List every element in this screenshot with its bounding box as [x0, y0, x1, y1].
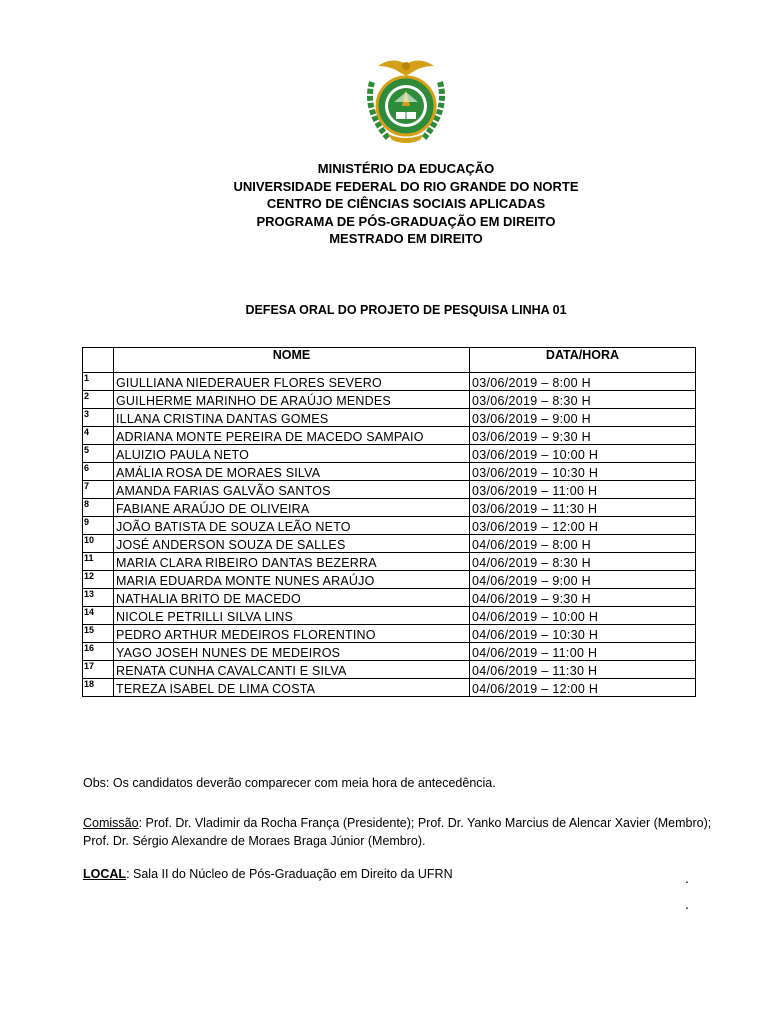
header-name: NOME [114, 348, 470, 373]
table-row [83, 409, 696, 427]
row-name: JOÃO BATISTA DE SOUZA LEÃO NETO [114, 517, 470, 535]
table-row [83, 373, 696, 391]
row-datetime: 03/06/2019 – 12:00 H [470, 517, 696, 535]
table-body [83, 373, 696, 697]
table-row [83, 607, 696, 625]
row-name: NATHALIA BRITO DE MACEDO [114, 589, 470, 607]
row-number: 3 [83, 409, 114, 427]
table-row [83, 589, 696, 607]
committee-paragraph [83, 815, 723, 850]
row-datetime: 04/06/2019 – 9:00 H [470, 571, 696, 589]
header-line-degree: MESTRADO EM DIREITO [329, 231, 483, 246]
header-line-program: PROGRAMA DE PÓS-GRADUAÇÃO EM DIREITO [256, 213, 556, 229]
row-number: 5 [83, 445, 114, 463]
row-datetime: 04/06/2019 – 11:00 H [470, 643, 696, 661]
table-row [83, 571, 696, 589]
row-datetime: 03/06/2019 – 11:00 H [470, 481, 696, 499]
row-name: YAGO JOSEH NUNES DE MEDEIROS [114, 643, 470, 661]
row-number: 11 [83, 553, 114, 571]
row-number: 10 [83, 535, 114, 553]
row-datetime: 04/06/2019 – 12:00 H [470, 679, 696, 697]
header-date: DATA/HORA [470, 348, 696, 373]
document-title: DEFESA ORAL DO PROJETO DE PESQUISA LINHA 01 [245, 303, 567, 317]
obs-note: Obs: Os candidatos deverão comparecer com meia hora de antecedência. [83, 776, 496, 790]
header-num [83, 348, 114, 373]
row-datetime: 03/06/2019 – 11:30 H [470, 499, 696, 517]
row-datetime: 03/06/2019 – 10:30 H [470, 463, 696, 481]
row-name: GIULLIANA NIEDERAUER FLORES SEVERO [114, 373, 470, 391]
table-row [83, 463, 696, 481]
row-datetime: 04/06/2019 – 11:30 H [470, 661, 696, 679]
row-name: RENATA CUNHA CAVALCANTI E SILVA [114, 661, 470, 679]
row-number: 1 [83, 373, 114, 391]
row-datetime: 04/06/2019 – 8:30 H [470, 553, 696, 571]
table-row [83, 625, 696, 643]
row-datetime: 04/06/2019 – 10:30 H [470, 625, 696, 643]
table-row [83, 517, 696, 535]
table-row [83, 679, 696, 697]
header-line-ministry: MINISTÉRIO DA EDUCAÇÃO [317, 161, 495, 176]
row-name: JOSÉ ANDERSON SOUZA DE SALLES [114, 535, 470, 553]
header-line-center: CENTRO DE CIÊNCIAS SOCIAIS APLICADAS [266, 196, 546, 211]
committee-text: : Prof. Dr. Vladimir da Rocha França (Presidente); Prof. Dr. Yanko Marcius de Alencar Xavier (Membro); Prof. Dr. Sérgio Alexandre de Moraes Braga Júnior (Membro). [83, 816, 712, 848]
row-datetime: 03/06/2019 – 10:00 H [470, 445, 696, 463]
row-number: 7 [83, 481, 114, 499]
row-number: 4 [83, 427, 114, 445]
committee-label: Comissão [83, 816, 139, 830]
row-name: AMANDA FARIAS GALVÃO SANTOS [114, 481, 470, 499]
row-number: 2 [83, 391, 114, 409]
stray-dot: . [685, 896, 689, 912]
header-line-university: UNIVERSIDADE FEDERAL DO RIO GRANDE DO NORTE [233, 178, 579, 194]
table-row [83, 391, 696, 409]
row-number: 12 [83, 571, 114, 589]
table-row [83, 535, 696, 553]
table-header-row [83, 348, 696, 373]
row-datetime: 03/06/2019 – 9:30 H [470, 427, 696, 445]
stray-dot: . [685, 870, 689, 886]
row-name: TEREZA ISABEL DE LIMA COSTA [114, 679, 470, 697]
row-number: 16 [83, 643, 114, 661]
table-row [83, 643, 696, 661]
row-number: 8 [83, 499, 114, 517]
row-datetime: 03/06/2019 – 8:30 H [470, 391, 696, 409]
row-number: 15 [83, 625, 114, 643]
row-datetime: 04/06/2019 – 9:30 H [470, 589, 696, 607]
row-name: NICOLE PETRILLI SILVA LINS [114, 607, 470, 625]
table-row [83, 499, 696, 517]
location-label: LOCAL [83, 867, 127, 881]
location-paragraph [83, 866, 453, 884]
row-datetime: 04/06/2019 – 8:00 H [470, 535, 696, 553]
table-row [83, 445, 696, 463]
university-seal-icon [358, 52, 454, 148]
row-name: AMÁLIA ROSA DE MORAES SILVA [114, 463, 470, 481]
row-name: MARIA CLARA RIBEIRO DANTAS BEZERRA [114, 553, 470, 571]
location-text: : Sala II do Núcleo de Pós-Graduação em Direito da UFRN [126, 867, 453, 881]
row-name: ADRIANA MONTE PEREIRA DE MACEDO SAMPAIO [114, 427, 470, 445]
table-row [83, 481, 696, 499]
row-name: MARIA EDUARDA MONTE NUNES ARAÚJO [114, 571, 470, 589]
row-name: ILLANA CRISTINA DANTAS GOMES [114, 409, 470, 427]
row-datetime: 03/06/2019 – 8:00 H [470, 373, 696, 391]
institution-header [0, 160, 768, 248]
schedule-table [82, 347, 696, 697]
table-row [83, 427, 696, 445]
row-number: 6 [83, 463, 114, 481]
table-row [83, 661, 696, 679]
row-name: ALUIZIO PAULA NETO [114, 445, 470, 463]
row-number: 18 [83, 679, 114, 697]
row-number: 17 [83, 661, 114, 679]
row-number: 9 [83, 517, 114, 535]
row-datetime: 03/06/2019 – 9:00 H [470, 409, 696, 427]
table-row [83, 553, 696, 571]
row-name: GUILHERME MARINHO DE ARAÚJO MENDES [114, 391, 470, 409]
row-name: FABIANE ARAÚJO DE OLIVEIRA [114, 499, 470, 517]
row-datetime: 04/06/2019 – 10:00 H [470, 607, 696, 625]
row-name: PEDRO ARTHUR MEDEIROS FLORENTINO [114, 625, 470, 643]
row-number: 13 [83, 589, 114, 607]
row-number: 14 [83, 607, 114, 625]
